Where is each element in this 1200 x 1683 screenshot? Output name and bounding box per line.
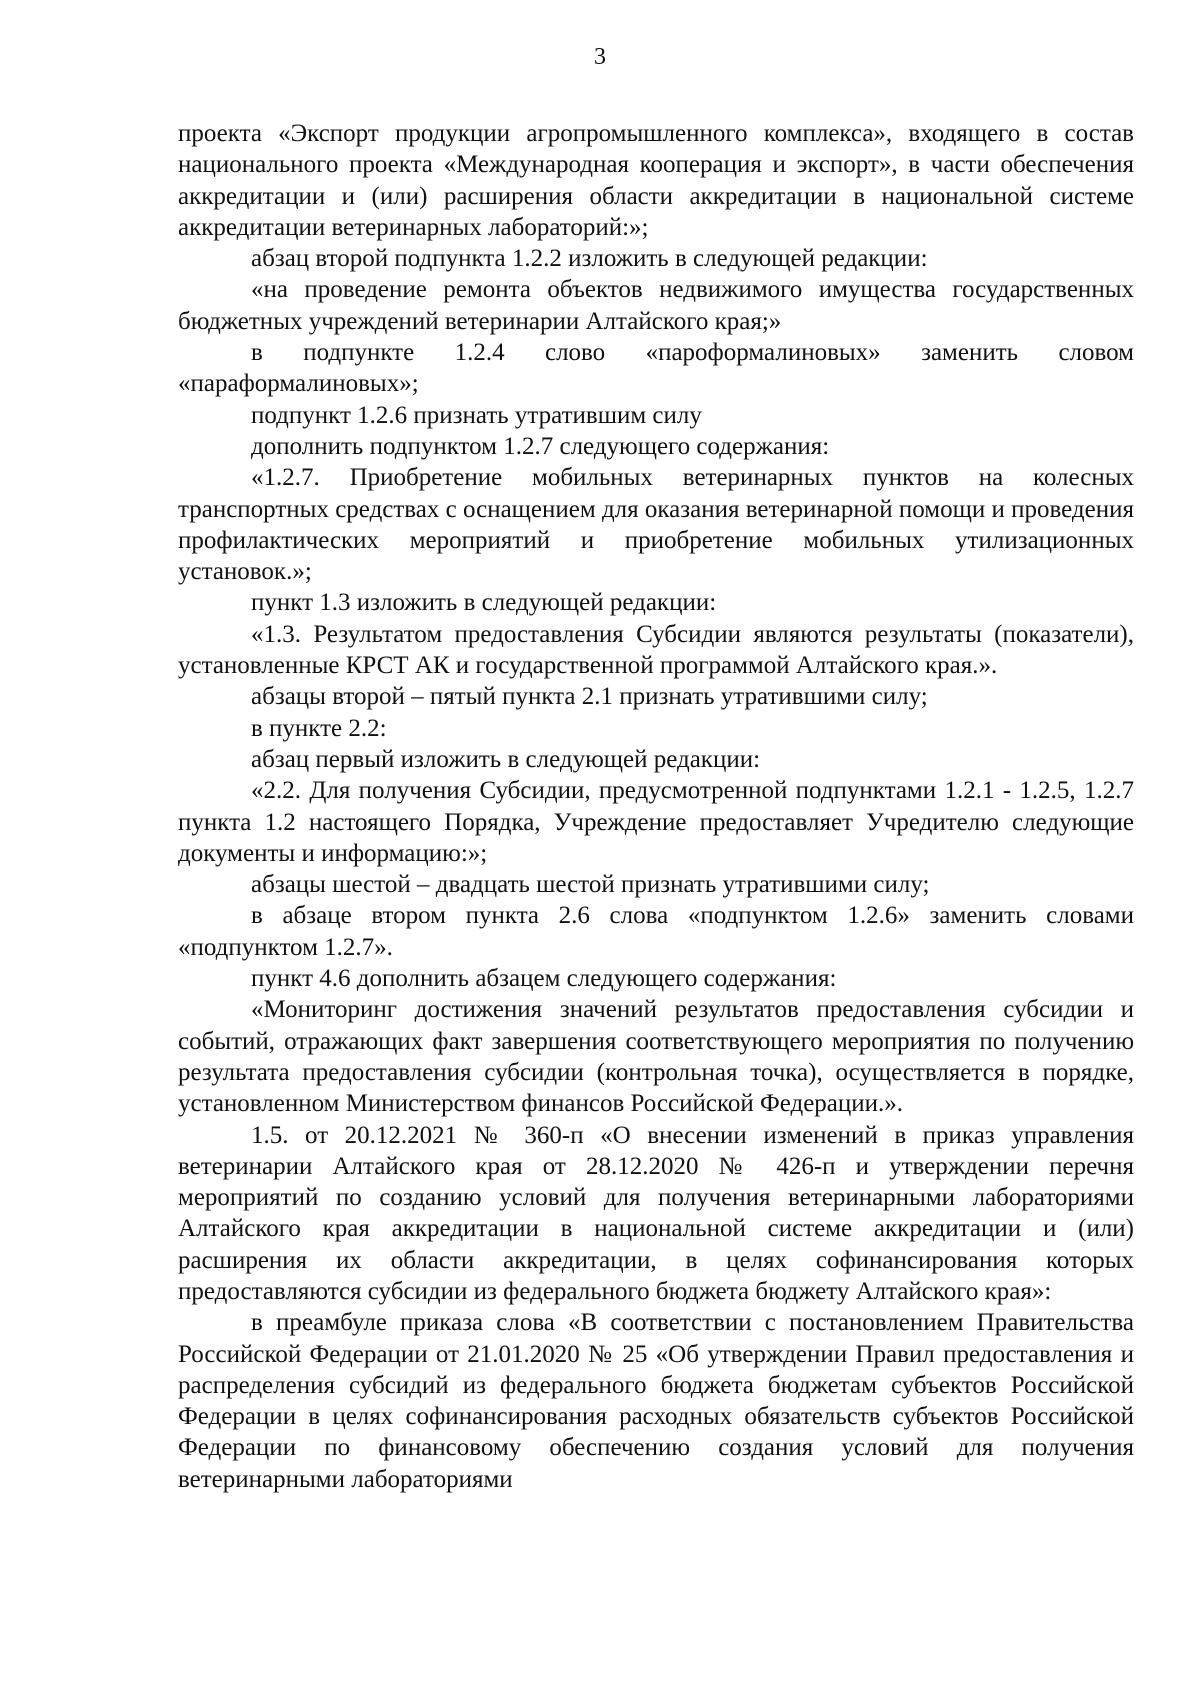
paragraph: в подпункте 1.2.4 слово «пароформалиновых» заменить словом «параформалиновых»; xyxy=(178,339,1134,398)
paragraph: абзацы второй – пятый пункта 2.1 признать утратившими силу; xyxy=(251,683,928,711)
paragraph: абзац второй подпункта 1.2.2 изложить в следующей редакции: xyxy=(251,245,928,273)
paragraph: «1.2.7. Приобретение мобильных ветеринарных пунктов на колесных транспортных средствах с оснащением для оказания ветеринарной помощи и проведения профилактических мероприятий и приобретение мобильных утилизационных установок.»; xyxy=(178,464,1134,586)
paragraph: проекта «Экспорт продукции агропромышленного комплекса», входящего в состав национального проекта «Международная кооперация и экспорт», в части обеспечения аккредитации и (или) расширения области аккредитации в национальной системе аккредитации ветеринарных лабораторий:»; xyxy=(178,120,1134,241)
paragraph: в пункте 2.2: xyxy=(251,714,387,742)
paragraph: абзацы шестой – двадцать шестой признать утратившими силу; xyxy=(251,871,930,899)
paragraph: в абзаце втором пункта 2.6 слова «подпунктом 1.2.6» заменить словами «подпунктом 1.2.7». xyxy=(178,902,1134,961)
paragraph: «Мониторинг достижения значений результатов предоставления субсидии и событий, отражающих факт завершения соответствующего мероприятия по получению результата предоставления субсидии (контрольная точка), осуществляется в порядке, установленном Министерством финансов Российской Федерации.». xyxy=(178,996,1134,1118)
paragraph: дополнить подпунктом 1.2.7 следующего содержания: xyxy=(251,432,830,460)
paragraph: 1.5. от 20.12.2021 № 360-п «О внесении изменений в приказ управления ветеринарии Алтайского края от 28.12.2020 № 426-п и утверждении перечня мероприятий по созданию условий для получения ветеринарными лабораториями Алтайского края аккредитации в национальной системе аккредитации и (или) расширения их области аккредитации, в целях софинансирования которых предоставляются субсидии из федерального бюджета бюджету Алтайского края»: xyxy=(178,1121,1134,1305)
paragraph: пункт 4.6 дополнить абзацем следующего содержания: xyxy=(251,965,837,993)
page-number: 3 xyxy=(594,44,606,70)
document-body xyxy=(178,118,1134,1495)
paragraph: подпункт 1.2.6 признать утратившим силу xyxy=(251,401,702,429)
paragraph: «1.3. Результатом предоставления Субсидии являются результаты (показатели), установленные КРСТ АК и государственной программой Алтайского края.». xyxy=(178,620,1134,680)
paragraph: «на проведение ремонта объектов недвижимого имущества государственных бюджетных учреждений ветеринарии Алтайского края;» xyxy=(178,276,1134,335)
paragraph: «2.2. Для получения Субсидии, предусмотренной подпунктами 1.2.1 - 1.2.5, 1.2.7 пункта 1.2 настоящего Порядка, Учреждение предоставляет Учредителю следующие документы и информацию:»; xyxy=(178,777,1134,867)
paragraph: пункт 1.3 изложить в следующей редакции: xyxy=(251,589,717,617)
paragraph: абзац первый изложить в следующей редакции: xyxy=(251,745,761,773)
paragraph: в преамбуле приказа слова «В соответствии с постановлением Правительства Российской Федерации от 21.01.2020 № 25 «Об утверждении Правил предоставления и распределения субсидий из федерального бюджета бюджетам субъектов Российской Федерации в целях софинансирования расходных обязательств субъектов Российской Федерации по финансовому обеспечению создания условий для получения ветеринарными лабораториями xyxy=(178,1309,1134,1493)
